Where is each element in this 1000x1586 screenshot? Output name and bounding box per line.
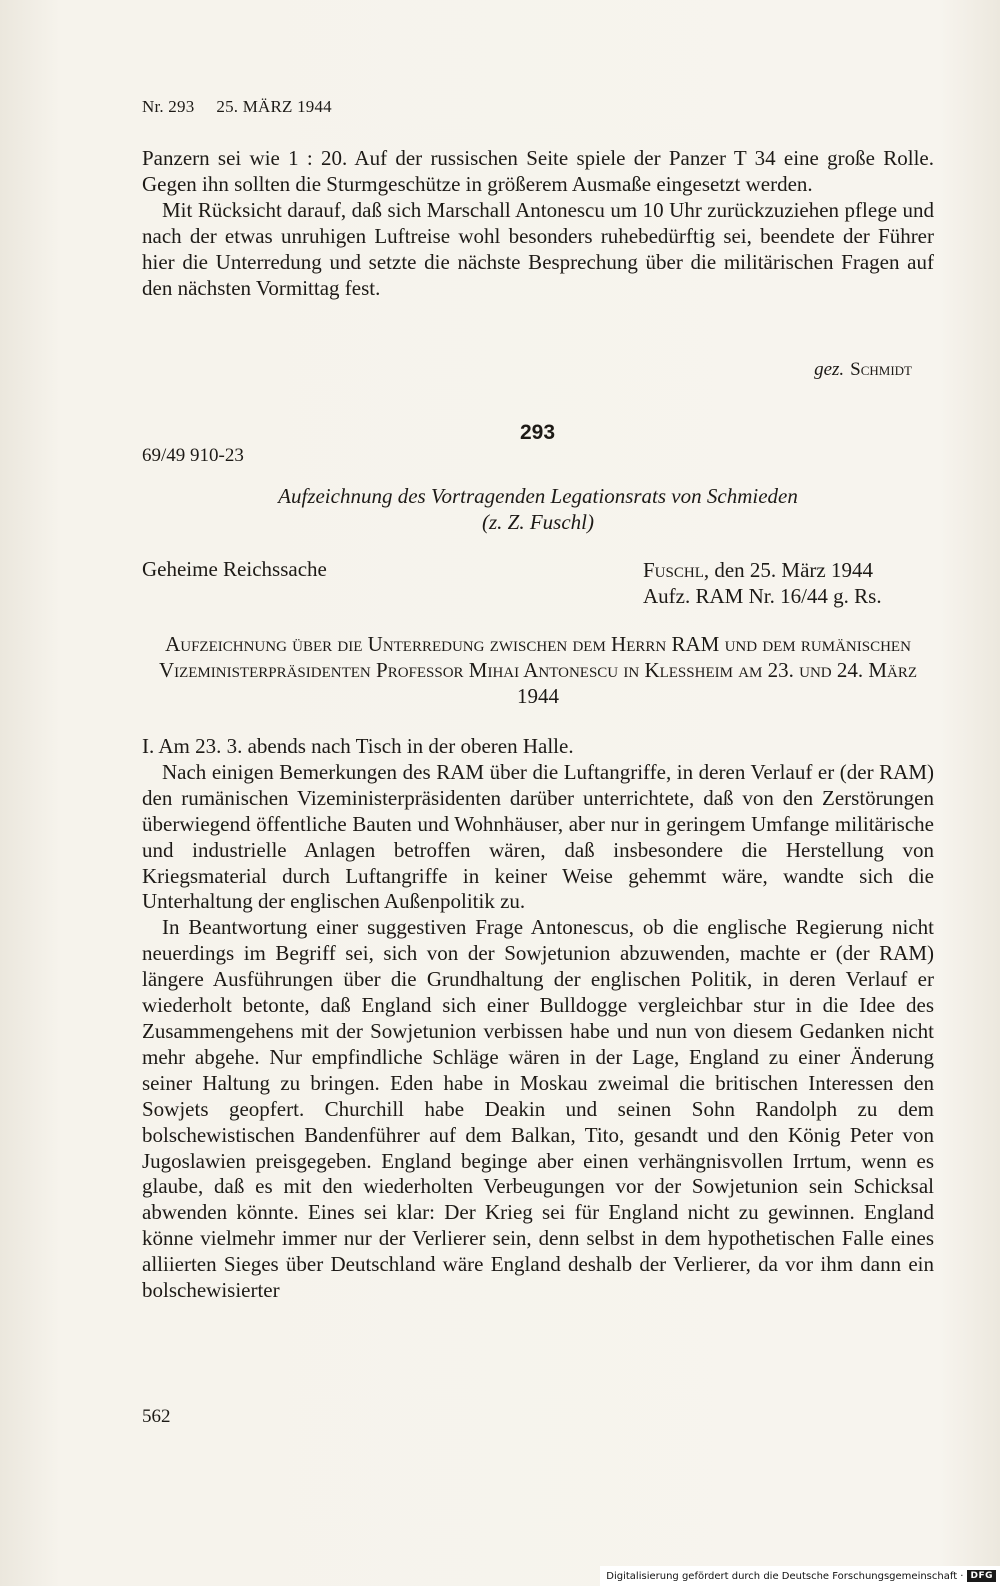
place-date [643,557,882,583]
page-number: 562 [142,1406,171,1427]
continuation-paragraph-1: Panzern sei wie 1 : 20. Auf der russischen Seite spiele der Panzer T 34 eine große Rolle. Gegen ihn sollten die Sturmgeschütze in größerem Ausmaße eingesetzt werden. [142,146,934,196]
record-heading: Aufzeichnung über die Unterredung zwischen dem Herrn RAM und dem rumänischen Vizeministerpräsidenten Professor Mihai Antonescu in Klessheim am 23. und 24. März 1944 [158,632,918,708]
continuation-paragraph-2: Mit Rücksicht darauf, daß sich Marschall Antonescu um 10 Uhr zurückzuziehen pflege und nach der etwas unruhigen Luftreise wohl besonders ruhebedürftig sei, beendete der Führer hier die Unterredung und setzte die nächste Besprechung über die militärischen Fragen auf den nächsten Vormittag fest. [142,197,934,300]
running-head-doc-number: Nr. 293 [142,97,195,116]
signature-gez: gez. [814,359,845,380]
digitization-footer [600,1566,1000,1586]
footer-text: Digitalisierung gefördert durch die Deutsche Forschungsgemeinschaft · [606,1570,964,1582]
body-paragraph-3: In Beantwortung einer suggestiven Frage Antonescus, ob die englische Regierung nicht neuerdings im Begriff sei, sich von der Sowjetunion abzuwenden, machte er (der RAM) längere Ausführungen über die Grundhaltung der englischen Politik, in deren Verlauf er wiederholt betonte, daß England sich einer Bulldogge vergleichbar stur in die Idee des Zusammengehens mit der Sowjetunion verbissen habe und nun von diesem Gedanken nicht mehr abgehe. Nur empfindliche Schläge wären in der Lage, England zu einer Änderung seiner Haltung zu bringen. Eden habe in Moskau zweimal die britischen Interessen den Sowjets geopfert. Churchill habe Deakin und seinen Sohn Randolph zu dem bolschewistischen Bandenführer auf dem Balkan, Tito, gesandt und den König Peter von Jugoslawien preisgegeben. England beginge aber einen verhängnisvollen Irrtum, wenn es glaube, daß es mit den wiederholten Verbeugungen vor der Sowjetunion sein Schicksal abwenden könnte. Eines sei klar: Der Krieg sei für England nicht zu gewinnen. England könne vielmehr immer nur der Verlierer sein, denn selbst in dem hypothetischen Falle eines alliierten Sieges über Deutschland wäre England deshalb der Verlierer, da vor ihm dann ein bolschewisierter [142,915,934,1303]
document-number: 293 [519,421,556,444]
document-title-line-2: (z. Z. Fuschl) [482,510,594,534]
document-title-line-1: Aufzeichnung des Vortragenden Legationsrats von Schmieden [278,484,798,508]
running-head-date: 25. MÄRZ 1944 [216,97,332,116]
classification: Geheime Reichssache [142,557,327,581]
file-number: Aufz. RAM Nr. 16/44 g. Rs. [643,584,882,608]
place-date-block [643,557,882,609]
date: , den 25. März 1944 [703,558,873,582]
dfg-logo-icon: DFG [967,1570,996,1582]
file-reference: 69/49 910-23 [142,445,244,466]
body-text [142,734,934,1304]
place: Fuschl [643,558,704,582]
body-paragraph-1: I. Am 23. 3. abends nach Tisch in der oberen Halle. [142,734,574,758]
body-paragraph-2: Nach einigen Bemerkungen des RAM über die Luftangriffe, in deren Verlauf er (der RAM) den rumänischen Vizeministerpräsidenten darüber unterrichtete, daß von den Zerstörungen überwiegend öffentliche Bauten und Wohnhäuser, aber nur in geringem Umfange militärische und industrielle Anlagen betroffen wären, daß insbesondere die Herstellung von Kriegsmaterial durch Luftangriffe in keiner Weise gehemmt wäre, wandte sich die Unterhaltung der englischen Außenpolitik zu. [142,759,934,914]
running-head [142,97,354,117]
signature-name: Schmidt [850,359,912,380]
continuation-text [142,146,934,301]
signature [142,359,912,381]
document-title [142,483,934,535]
